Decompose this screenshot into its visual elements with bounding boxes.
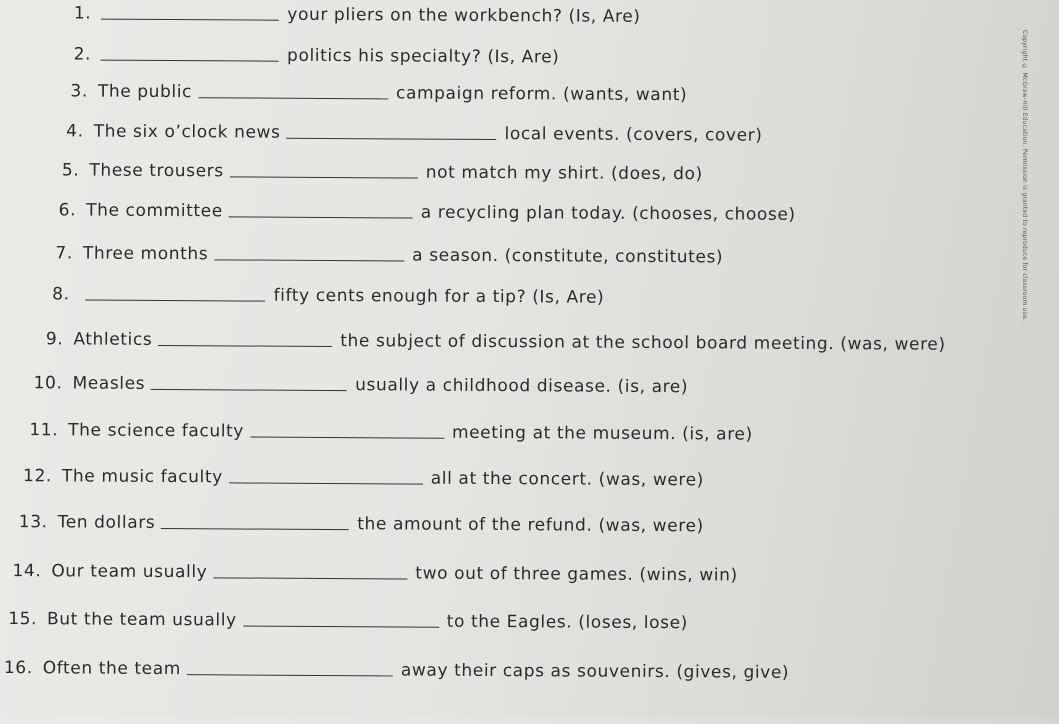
exercise-item-16	[4, 658, 789, 683]
answer-blank[interactable]	[243, 624, 439, 627]
item-text-before: The committee	[86, 200, 223, 222]
item-text-after: not match my shirt. (does, do)	[425, 162, 703, 185]
item-number: 15.	[8, 609, 38, 630]
answer-blank[interactable]	[213, 576, 407, 579]
exercise-item-2	[74, 44, 560, 67]
item-text-after: to the Eagles. (loses, lose)	[446, 611, 688, 634]
item-text-before: The science faculty	[68, 420, 245, 442]
exercise-item-7	[55, 243, 723, 267]
item-text-after: usually a childhood disease. (is, are)	[355, 375, 689, 398]
exercise-item-9	[46, 329, 946, 354]
item-text-after: fifty cents enough for a tip? (Is, Are)	[273, 285, 605, 308]
item-text-after: a recycling plan today. (chooses, choose)	[420, 202, 796, 225]
exercise-item-11	[29, 420, 752, 444]
exercise-item-13	[19, 512, 704, 536]
answer-blank[interactable]	[161, 527, 349, 530]
item-text-before: Measles	[72, 373, 146, 394]
item-text-after: your pliers on the workbench? (Is, Are)	[287, 4, 641, 27]
item-text-before: The music faculty	[61, 466, 223, 488]
exercise-item-8	[52, 284, 604, 307]
answer-blank[interactable]	[101, 59, 279, 62]
answer-blank[interactable]	[151, 388, 347, 391]
item-number: 14.	[12, 561, 42, 582]
item-text-before: The six o’clock news	[93, 121, 281, 143]
answer-blank[interactable]	[187, 673, 393, 676]
answer-blank[interactable]	[198, 96, 388, 99]
item-text-after: meeting at the museum. (is, are)	[451, 422, 753, 445]
answer-blank[interactable]	[287, 137, 497, 140]
exercise-item-1	[74, 3, 641, 26]
item-text-after: politics his specialty? (Is, Are)	[287, 45, 560, 68]
item-number: 8.	[52, 284, 70, 305]
copyright-notice: Copyright © McGraw-Hill Education. Permission is granted to reproduce for classroom use.	[1021, 30, 1028, 321]
item-number: 7.	[55, 243, 73, 264]
item-text-before: Athletics	[73, 329, 153, 350]
answer-blank[interactable]	[101, 18, 279, 21]
exercise-item-12	[23, 466, 704, 490]
item-number: 2.	[73, 44, 92, 65]
item-text-after: all at the concert. (was, were)	[430, 468, 704, 491]
exercise-item-5	[62, 160, 703, 184]
exercise-item-15	[8, 609, 688, 633]
answer-blank[interactable]	[230, 175, 418, 178]
answer-blank[interactable]	[250, 436, 444, 439]
item-number: 4.	[66, 121, 84, 142]
exercise-item-4	[66, 121, 762, 145]
answer-blank[interactable]	[229, 215, 413, 218]
item-text-before: But the team usually	[47, 609, 237, 631]
answer-blank[interactable]	[229, 481, 423, 484]
item-text-after: the amount of the refund. (was, were)	[357, 514, 704, 537]
item-number: 10.	[33, 373, 63, 394]
item-text-after: campaign reform. (wants, want)	[395, 83, 688, 106]
item-text-before: Ten dollars	[57, 512, 156, 533]
item-text-after: a season. (constitute, constitutes)	[412, 245, 724, 268]
item-text-before: Three months	[82, 243, 209, 265]
item-text-after: two out of three games. (wins, win)	[415, 563, 738, 586]
item-text-before: These trousers	[89, 160, 224, 182]
item-text-before: Our team usually	[51, 561, 208, 583]
item-text-after: the subject of discussion at the school board meeting. (was, were)	[340, 331, 946, 355]
item-number: 12.	[23, 466, 52, 487]
item-number: 6.	[58, 200, 77, 221]
item-number: 16.	[3, 658, 33, 679]
answer-blank[interactable]	[214, 258, 404, 261]
exercise-item-10	[34, 373, 689, 397]
item-text-after: local events. (covers, cover)	[504, 124, 763, 146]
item-text-before: Often the team	[42, 658, 182, 680]
item-number: 13.	[18, 512, 48, 533]
answer-blank[interactable]	[158, 344, 332, 347]
item-number: 9.	[45, 329, 64, 350]
exercise-item-6	[59, 200, 796, 225]
exercise-item-3	[70, 81, 687, 105]
item-number: 5.	[61, 160, 80, 181]
item-text-after: away their caps as souvenirs. (gives, give)	[400, 660, 790, 683]
item-number: 1.	[73, 3, 92, 24]
item-number: 11.	[29, 420, 59, 441]
item-number: 3.	[70, 81, 88, 102]
item-text-before: The public	[97, 81, 193, 103]
answer-blank[interactable]	[86, 299, 266, 302]
exercise-item-14	[12, 561, 737, 585]
